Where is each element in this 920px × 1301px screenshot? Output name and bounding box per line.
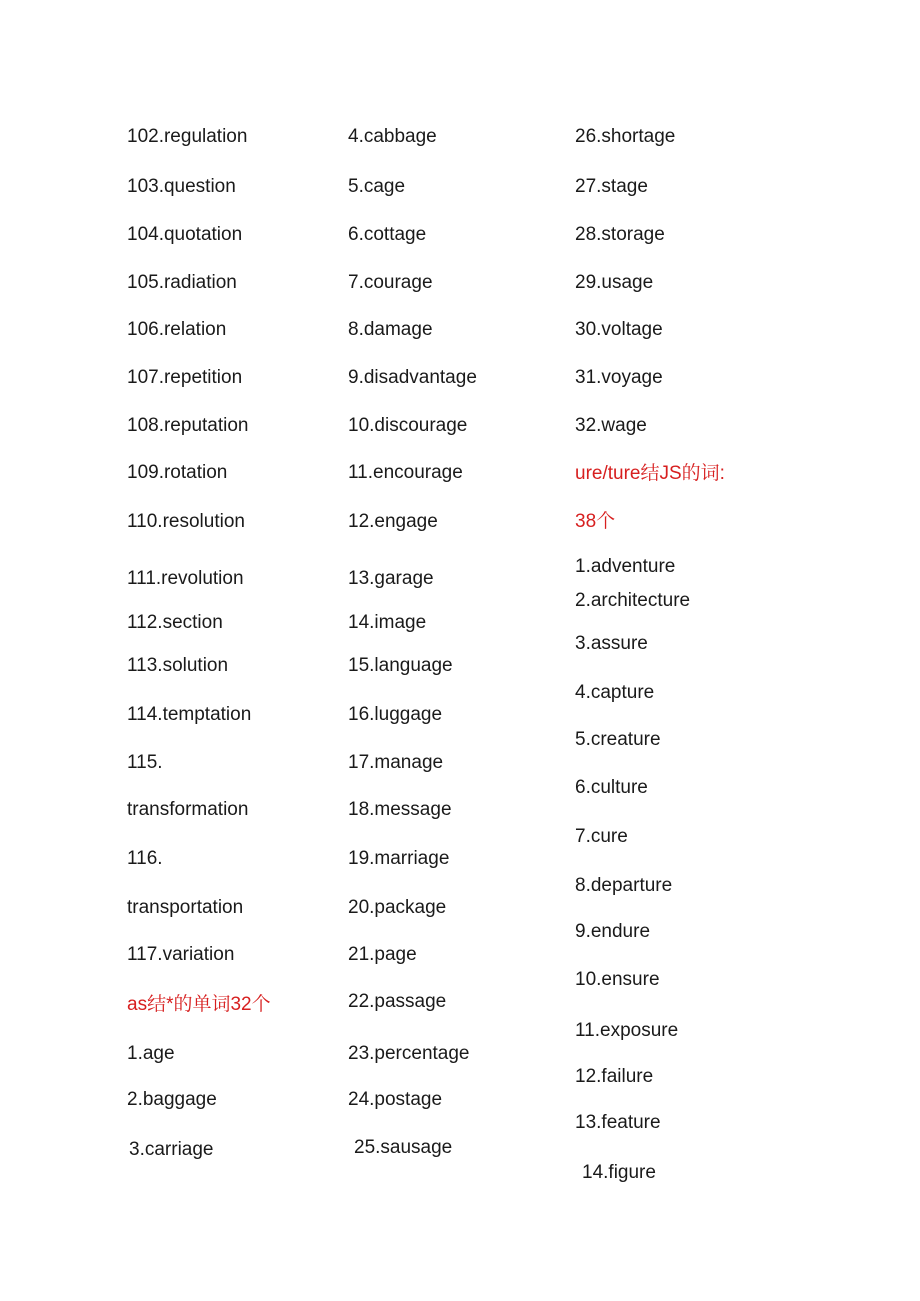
- word-item: 12.failure: [575, 1066, 654, 1087]
- word-item: 12.engage: [348, 511, 438, 532]
- word-item: 103.question: [127, 176, 236, 197]
- section-heading: ure/ture结JS的词:: [575, 463, 725, 484]
- word-item: 111.revolution: [127, 568, 244, 589]
- word-item: 4.capture: [575, 682, 655, 703]
- word-item: 108.reputation: [127, 415, 249, 436]
- word-item: 24.postage: [348, 1089, 443, 1110]
- word-item: 114.temptation: [127, 704, 252, 725]
- word-item: 5.cage: [348, 176, 406, 197]
- word-item: 32.wage: [575, 415, 647, 436]
- word-item: 7.courage: [348, 272, 433, 293]
- word-item: 16.luggage: [348, 704, 443, 725]
- word-item: 8.departure: [575, 875, 673, 896]
- word-item: 110.resolution: [127, 511, 245, 532]
- word-item: 1.age: [127, 1043, 175, 1064]
- word-item: 13.garage: [348, 568, 434, 589]
- word-item: 9.endure: [575, 921, 651, 942]
- word-item: 2.architecture: [575, 590, 691, 611]
- word-item: 22.passage: [348, 991, 447, 1012]
- word-item: 20.package: [348, 897, 447, 918]
- word-item: 18.message: [348, 799, 452, 820]
- word-item: 28.storage: [575, 224, 665, 245]
- word-item: 102.regulation: [127, 126, 248, 147]
- word-item: 10.discourage: [348, 415, 468, 436]
- word-item: 3.carriage: [129, 1139, 214, 1160]
- word-item: 112.section: [127, 612, 223, 633]
- word-item: 31.voyage: [575, 367, 663, 388]
- word-item: 21.page: [348, 944, 417, 965]
- word-item: 17.manage: [348, 752, 444, 773]
- word-item: 6.cottage: [348, 224, 427, 245]
- word-item: 13.feature: [575, 1112, 661, 1133]
- section-heading: as结*的单词32个: [127, 994, 271, 1015]
- word-item: 107.repetition: [127, 367, 243, 388]
- word-item: 5.creature: [575, 729, 661, 750]
- word-item: 19.marriage: [348, 848, 450, 869]
- word-item: 106.relation: [127, 319, 227, 340]
- word-item: 2.baggage: [127, 1089, 217, 1110]
- word-item: 25.sausage: [354, 1137, 453, 1158]
- word-item: 29.usage: [575, 272, 654, 293]
- word-item: 11.exposure: [575, 1020, 679, 1041]
- word-item: transportation: [127, 897, 244, 918]
- section-heading: 38个: [575, 511, 616, 532]
- word-item: 7.cure: [575, 826, 628, 847]
- word-item: 3.assure: [575, 633, 648, 654]
- word-item: 26.shortage: [575, 126, 676, 147]
- word-item: 4.cabbage: [348, 126, 437, 147]
- word-item: 113.solution: [127, 655, 229, 676]
- word-item: 23.percentage: [348, 1043, 470, 1064]
- word-item: 9.disadvantage: [348, 367, 477, 388]
- word-item: 27.stage: [575, 176, 648, 197]
- word-item: 1.adventure: [575, 556, 676, 577]
- word-item: 117.variation: [127, 944, 235, 965]
- word-item: 116.: [127, 848, 163, 869]
- word-item: 104.quotation: [127, 224, 243, 245]
- word-item: 14.figure: [582, 1162, 656, 1183]
- word-item: 10.ensure: [575, 969, 660, 990]
- word-item: 14.image: [348, 612, 427, 633]
- word-item: 105.radiation: [127, 272, 237, 293]
- word-item: 115.: [127, 752, 163, 773]
- word-item: 8.damage: [348, 319, 433, 340]
- word-item: 6.culture: [575, 777, 648, 798]
- word-item: transformation: [127, 799, 249, 820]
- word-item: 15.language: [348, 655, 453, 676]
- word-item: 30.voltage: [575, 319, 663, 340]
- word-item: 109.rotation: [127, 462, 228, 483]
- word-item: 11.encourage: [348, 462, 463, 483]
